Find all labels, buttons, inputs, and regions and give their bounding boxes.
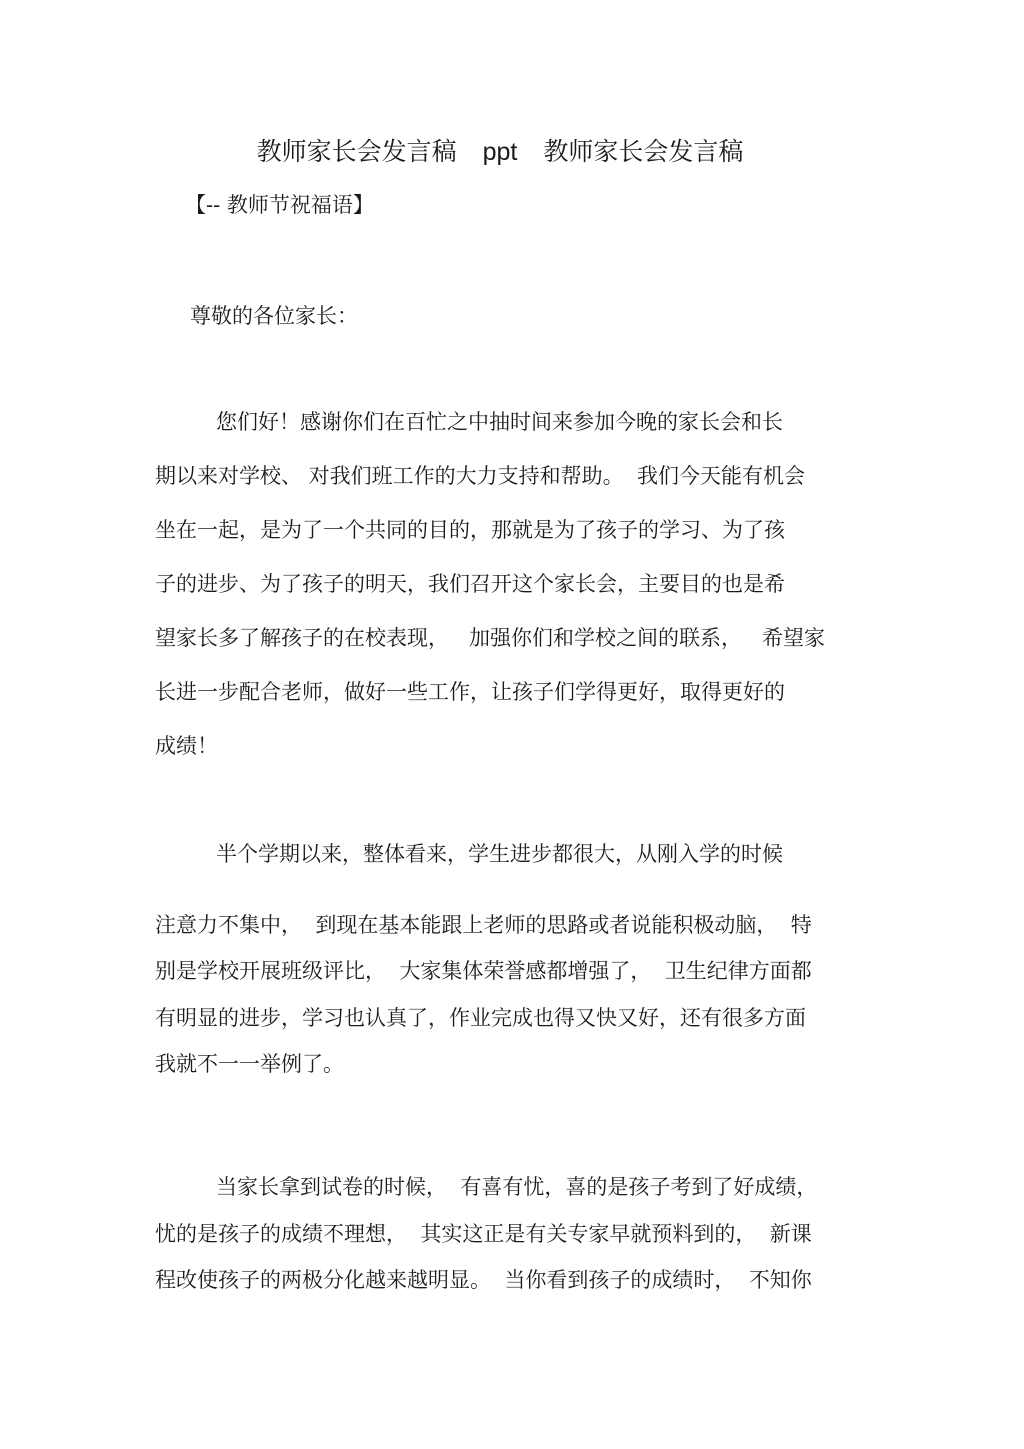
paragraph-line: 有明显的进步，学习也认真了，作业完成也得又快又好，还有很多方面 [155,1006,806,1030]
title-text-2: ppt [482,138,518,166]
document-subtitle: 【-- 教师节祝福语】 [185,193,374,217]
paragraph-line: 子的进步、为了孩子的明天，我们召开这个家长会，主要目的也是希 [155,572,785,596]
paragraph-line: 望家长多了解孩子的在校表现， 加强你们和学校之间的联系， 希望家 [155,626,826,650]
paragraph-line: 坐在一起，是为了一个共同的目的，那就是为了孩子的学习、为了孩 [155,518,785,542]
paragraph-line: 别是学校开展班级评比， 大家集体荣誉感都增强了， 卫生纪律方面都 [155,959,812,983]
salutation: 尊敬的各位家长： [190,304,358,328]
paragraph-line: 我就不一一举例了。 [155,1052,344,1076]
document-title [0,134,1000,170]
paragraph-line: 您们好！感谢你们在百忙之中抽时间来参加今晚的家长会和长 [216,410,783,434]
paragraph-line: 注意力不集中， 到现在基本能跟上老师的思路或者说能积极动脑， 特 [155,913,812,937]
title-text-3: 教师家长会发言稿 [543,137,744,166]
title-text-1: 教师家长会发言稿 [256,137,457,166]
paragraph-line: 半个学期以来，整体看来，学生进步都很大，从刚入学的时候 [216,842,783,866]
paragraph-line: 忧的是孩子的成绩不理想， 其实这正是有关专家早就预料到的， 新课 [155,1222,812,1246]
paragraph-line: 期以来对学校、 对我们班工作的大力支持和帮助。 我们今天能有机会 [155,464,806,488]
paragraph-line: 长进一步配合老师，做好一些工作，让孩子们学得更好，取得更好的 [155,680,785,704]
paragraph-line: 成绩！ [155,734,218,758]
paragraph-line: 当家长拿到试卷的时候， 有喜有忧，喜的是孩子考到了好成绩， [216,1175,818,1199]
paragraph-line: 程改使孩子的两极分化越来越明显。 当你看到孩子的成绩时， 不知你 [155,1268,812,1292]
